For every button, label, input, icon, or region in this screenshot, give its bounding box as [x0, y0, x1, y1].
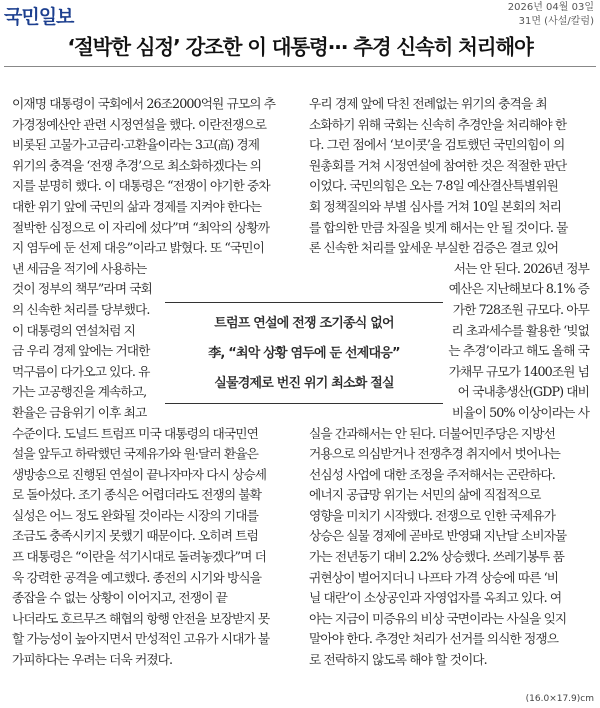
body-text-line: 조금도 충족시키지 못했기 때문이다. 오히려 트럼 — [12, 528, 258, 544]
headline-rule — [4, 66, 596, 67]
body-text-line: 의 신속한 처리를 당부했다. — [12, 301, 150, 317]
body-text-line: 비롯된 고물가·고금리·고환율이라는 3고(高) 경제 — [12, 137, 260, 153]
body-text-line: 위기의 충격을 ‘전쟁 추경’으로 최소화하겠다는 의 — [12, 157, 262, 173]
body-text-line: 이었다. 국민의힘은 오는 7·8일 예산결산특별위원 — [309, 178, 558, 194]
body-text-line: 야는 지금이 미증유의 비상 국면이라는 사실을 잊지 — [309, 610, 567, 626]
body-text-line: 어 국내총생산(GDP) 대비 — [457, 384, 589, 400]
body-text-line: 이재명 대통령이 국회에서 26조2000억원 규모의 추 — [12, 96, 276, 111]
body-text-line: 금 우리 경제 앞에는 거대한 — [12, 343, 150, 359]
body-text-line: 소화하기 위해 국회는 신속히 추경안을 처리해야 한 — [309, 116, 567, 132]
body-text-line: 가는 고공행진을 계속하고, — [12, 384, 147, 400]
body-text-line: 지 염두에 둔 선제 대응”이라고 밝혔다. 또 “국민이 — [12, 240, 265, 256]
body-text-line: 원총회를 거쳐 시정연설에 참여한 것은 적절한 판단 — [309, 157, 567, 173]
body-text-line: 영향을 미치기 시작했다. 전쟁으로 인한 국제유가 — [309, 507, 555, 523]
body-text-line: 회 정책질의와 부별 심사를 거쳐 10일 본회의 처리 — [309, 198, 562, 214]
body-text-line: 이 대통령의 연설처럼 지 — [12, 322, 135, 338]
body-text-line: 를 합의한 만큼 차질을 빚게 해서는 안 될 것이다. 물 — [309, 219, 568, 235]
masthead — [4, 2, 73, 26]
page-section: 31면 (사설/칼럼) — [518, 16, 594, 27]
body-text-line: 수준이다. 도널드 트럼프 미국 대통령의 대국민연 — [12, 425, 258, 441]
body-text-line: 가경정예산안 관련 시정연설을 했다. 이란전쟁으로 — [12, 116, 267, 132]
size-footnote: (16.0×17.9)cm — [525, 694, 594, 704]
body-text-line: 생방송으로 진행된 연설이 끝나자마자 다시 상승세 — [12, 466, 267, 482]
body-text-line: 환율은 금융위기 이후 최고 — [12, 404, 147, 420]
body-text-line: 욱 강력한 공격을 예고했다. 종전의 시기와 방식을 — [12, 569, 262, 585]
body-text-line: 설을 앞두고 하락했던 국제유가와 원·달러 환율은 — [12, 446, 258, 462]
headline: ‘절박한 심정’ 강조한 이 대통령··· 추경 신속히 처리해야 — [67, 35, 533, 59]
body-text-line: 에너지 공급망 위기는 서민의 삶에 직접적으로 — [309, 487, 541, 503]
issue-meta — [508, 1, 594, 29]
body-text-line: 거용으로 의심받거나 전쟁추경 취지에서 벗어나는 — [309, 446, 561, 462]
body-text-line: 선심성 사업에 대한 조정을 주저해서는 곤란하다. — [309, 466, 555, 482]
body-text-line: 말아야 한다. 추경안 처리가 선거를 의식한 정쟁으 — [309, 631, 559, 647]
issue-date: 2026년 04월 03일 — [507, 2, 594, 13]
body-text-line: 실성은 어느 정도 완화될 것이라는 시장의 기대를 — [12, 507, 258, 523]
body-text-line: 예산은 지난해보다 8.1% 증 — [448, 281, 589, 297]
body-text-line: 상승은 실물 경제에 곧바로 반영돼 지난달 소비자물 — [309, 528, 567, 544]
body-text-line: 지를 분명히 했다. 이 대통령은 “전쟁이 야기한 중차 — [12, 178, 270, 194]
body-text-line: 할 가능성이 높아지면서 만성적인 고유가 시대가 불 — [12, 631, 270, 647]
body-text-line: 프 대통령은 “이란을 석기시대로 돌려놓겠다”며 더 — [12, 549, 266, 565]
body-text-line: 서는 안 된다. 2026년 정부 — [453, 260, 589, 276]
body-text-line: 가채무 규모가 1400조원 넘 — [448, 363, 589, 379]
pull-quote-line: 실물경제로 번진 위기 최소화 절실 — [214, 376, 394, 391]
body-text-line: 실을 간과해서는 안 된다. 더불어민주당은 지방선 — [309, 425, 555, 441]
body-text-line: 귀현상이 벌어지더니 나프타 가격 상승에 따른 ‘비 — [309, 569, 559, 585]
pull-quote-box — [165, 302, 443, 404]
pull-quote-line: 트럼프 연설에 전쟁 조기종식 없어 — [214, 316, 394, 331]
newspaper-logo: 국민일보 — [4, 6, 74, 28]
body-text-line: 먹구름이 다가오고 있다. 유 — [12, 363, 150, 379]
body-text-line: 비율이 50% 이상이라는 사 — [451, 404, 589, 420]
body-text-line: 론 신속한 처리를 앞세운 부실한 검증은 결코 있어 — [309, 240, 559, 256]
body-text-line: 가한 728조원 규모다. 아무 — [452, 301, 589, 317]
body-text-line: 로 전락하지 않도록 해야 할 것이다. — [309, 652, 487, 668]
body-text-line: 리 초과세수를 활용한 ‘빚없 — [451, 322, 589, 338]
body-text-line: 가는 전년동기 대비 2.2% 상승했다. 쓰레기봉투 품 — [309, 549, 564, 565]
body-text-line: 낸 세금을 적기에 사용하는 — [12, 260, 147, 276]
body-text-line: 것이 정부의 책무”라며 국회 — [12, 281, 152, 297]
body-text-line: 로 돌아섰다. 조기 종식은 어렵더라도 전쟁의 불확 — [12, 487, 262, 503]
body-text-line: 절박한 심정으로 이 자리에 섰다”며 “최악의 상황까 — [12, 219, 270, 235]
body-text-line: 대한 위기 앞에 국민의 삶과 경제를 지켜야 한다는 — [12, 198, 262, 214]
body-text-line: 우리 경제 앞에 닥친 전례없는 위기의 충격을 최 — [309, 96, 547, 111]
body-text-line: 나더라도 호르무즈 해협의 항행 안전을 보장받지 못 — [12, 610, 270, 626]
body-text-line: 가피하다는 우려는 더욱 커졌다. — [12, 652, 173, 668]
body-text-line: 다. 그런 점에서 ‘보이콧’을 검토했던 국민의힘이 의 — [309, 137, 565, 153]
body-text-line: 는 추경’이라고 해도 올해 국 — [448, 343, 589, 359]
pull-quote-line: 李, “최악 상황 염두에 둔 선제대응” — [208, 346, 400, 361]
body-text-line: 종잡을 수 없는 상황이 이어지고, 전쟁이 끝 — [12, 590, 227, 606]
body-text-line: 닐 대란’이 소상공인과 자영업자를 옥죄고 있다. 여 — [309, 590, 562, 606]
